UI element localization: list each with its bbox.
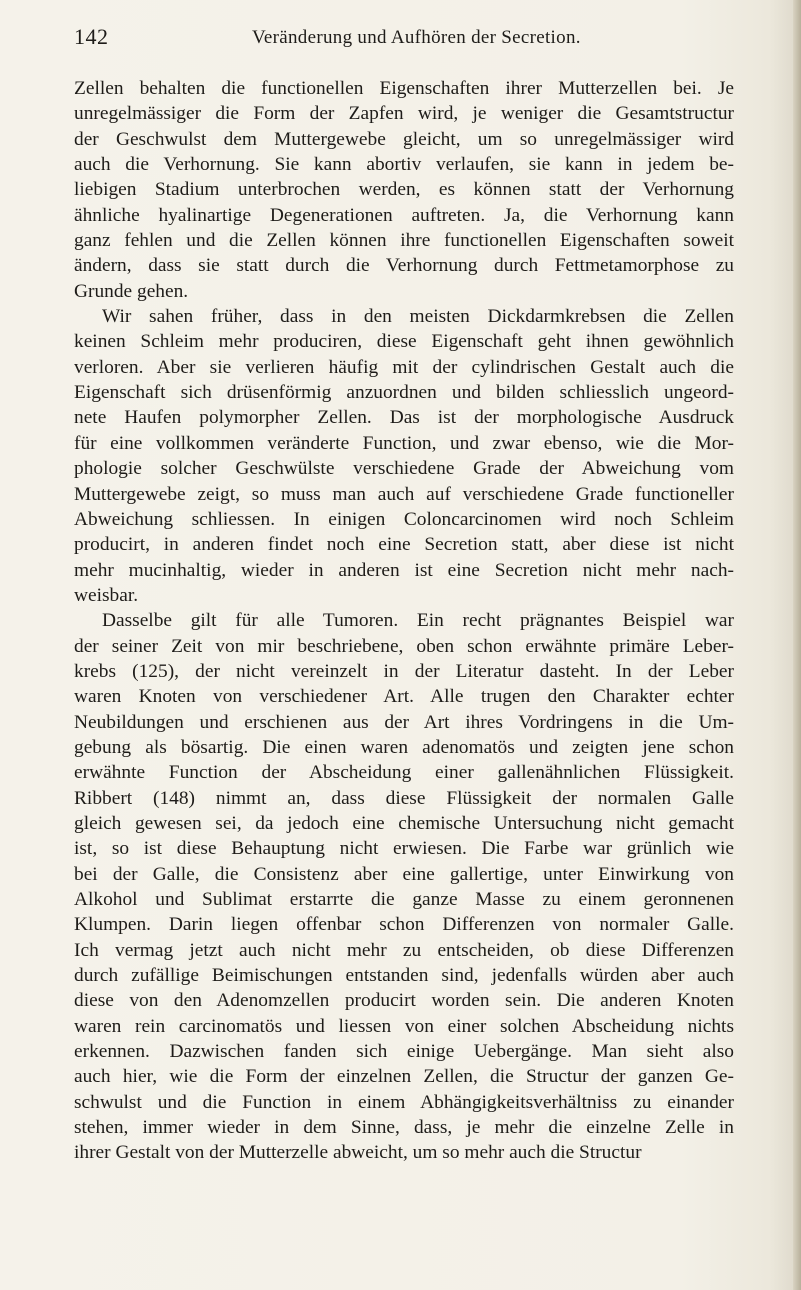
paragraph-start: Wir sahen früher, dass in den meisten Dickdarmkrebsen die Zellen: [102, 306, 734, 328]
text-line: ihrer Gestalt von der Mutterzelle abweicht, um so mehr auch die Structur: [74, 1142, 642, 1164]
text-line: der Geschwulst dem Muttergewebe gleicht, um so unregelmässiger wird: [74, 128, 734, 150]
text-line: diese von den Adenomzellen producirt worden sein. Die anderen Knoten: [74, 990, 734, 1012]
text-line: gebung als bösartig. Die einen waren adenomatös und zeigten jene schon: [74, 736, 734, 758]
text-line: ändern, dass sie statt durch die Verhornung durch Fettmetamorphose zu: [74, 255, 734, 277]
text-line: Ich vermag jetzt auch nicht mehr zu entscheiden, ob diese Differenzen: [74, 939, 734, 961]
text-line: erwähnte Function der Abscheidung einer gallenähnlichen Flüssigkeit.: [74, 762, 734, 784]
text-line: gleich gewesen sei, da jedoch eine chemische Untersuchung nicht gemacht: [74, 812, 734, 834]
text-line: Eigenschaft sich drüsenförmig anzuordnen und bilden schliesslich ungeord-: [74, 382, 734, 404]
text-line: unregelmässiger die Form der Zapfen wird, je weniger die Gesamtstructur: [74, 103, 734, 125]
text-line: ganz fehlen und die Zellen können ihre functionellen Eigenschaften soweit: [74, 230, 734, 252]
text-line: erkennen. Dazwischen fanden sich einige Uebergänge. Man sieht also: [74, 1041, 734, 1063]
text-line: auch die Verhornung. Sie kann abortiv verlaufen, sie kann in jedem be-: [74, 154, 734, 176]
text-line: Grunde gehen.: [74, 280, 189, 302]
text-line: waren rein carcinomatös und liessen von einer solchen Abscheidung nichts: [74, 1015, 734, 1037]
text-line: ähnliche hyalinartige Degenerationen auftreten. Ja, die Verhornung kann: [74, 204, 734, 226]
text-line: Abweichung schliessen. In einigen Coloncarcinomen wird noch Schleim: [74, 508, 734, 530]
text-line: verloren. Aber sie verlieren häufig mit der cylindrischen Gestalt auch die: [74, 356, 734, 378]
text-line: für eine vollkommen veränderte Function, und zwar ebenso, wie die Mor-: [74, 432, 734, 454]
text-line: durch zufällige Beimischungen entstanden sind, jedenfalls würden aber auch: [74, 965, 734, 987]
text-line: mehr mucinhaltig, wieder in anderen ist eine Secretion nicht mehr nach-: [74, 559, 734, 581]
text-line: Klumpen. Darin liegen offenbar schon Differenzen von normaler Galle.: [74, 914, 734, 936]
text-line: waren Knoten von verschiedener Art. Alle trugen den Charakter echter: [74, 686, 734, 708]
text-line: stehen, immer wieder in dem Sinne, dass, je mehr die einzelne Zelle in: [74, 1117, 734, 1139]
text-line: nete Haufen polymorpher Zellen. Das ist der morphologische Ausdruck: [74, 407, 734, 429]
text-line: der seiner Zeit von mir beschriebene, oben schon erwähnte primäre Leber-: [74, 635, 734, 657]
running-head: [74, 22, 734, 52]
text-line: Ribbert (148) nimmt an, dass diese Flüssigkeit der normalen Galle: [74, 787, 734, 809]
text-line: auch hier, wie die Form der einzelnen Zellen, die Structur der ganzen Ge-: [74, 1066, 734, 1088]
page-edge-shadow: [793, 0, 801, 1290]
text-line: liebigen Stadium unterbrochen werden, es können statt der Verhornung: [74, 179, 734, 201]
text-line: bei der Galle, die Consistenz aber eine gallertige, unter Einwirkung von: [74, 863, 734, 885]
text-line: producirt, in anderen findet noch eine Secretion statt, aber diese ist nicht: [74, 534, 734, 556]
text-line: schwulst und die Function in einem Abhängigkeitsverhältniss zu einander: [74, 1091, 734, 1113]
page-number: 142: [74, 24, 109, 49]
text-line: phologie solcher Geschwülste verschiedene Grade der Abweichung vom: [74, 458, 734, 480]
text-line: ist, so ist diese Behauptung nicht erwiesen. Die Farbe war grünlich wie: [74, 838, 734, 860]
text-line: keinen Schleim mehr produciren, diese Eigenschaft geht ihnen gewöhnlich: [74, 331, 734, 353]
text-line: Alkohol und Sublimat erstarrte die ganze Masse zu einem geronnenen: [74, 889, 734, 910]
text-line: Zellen behalten die functionellen Eigenschaften ihrer Mutterzellen bei. Je: [74, 78, 734, 99]
text-line: krebs (125), der nicht vereinzelt in der Literatur dasteht. In der Leber: [74, 660, 734, 682]
body-text: [74, 76, 734, 1166]
text-line: Muttergewebe zeigt, so muss man auch auf verschiedene Grade functioneller: [74, 483, 734, 505]
paragraph-start: Dasselbe gilt für alle Tumoren. Ein recht prägnantes Beispiel war: [102, 610, 734, 632]
running-title: Veränderung und Aufhören der Secretion.: [252, 27, 581, 48]
text-line: Neubildungen und erschienen aus der Art ihres Vordringens in die Um-: [74, 711, 734, 733]
text-line: weisbar.: [74, 584, 139, 606]
